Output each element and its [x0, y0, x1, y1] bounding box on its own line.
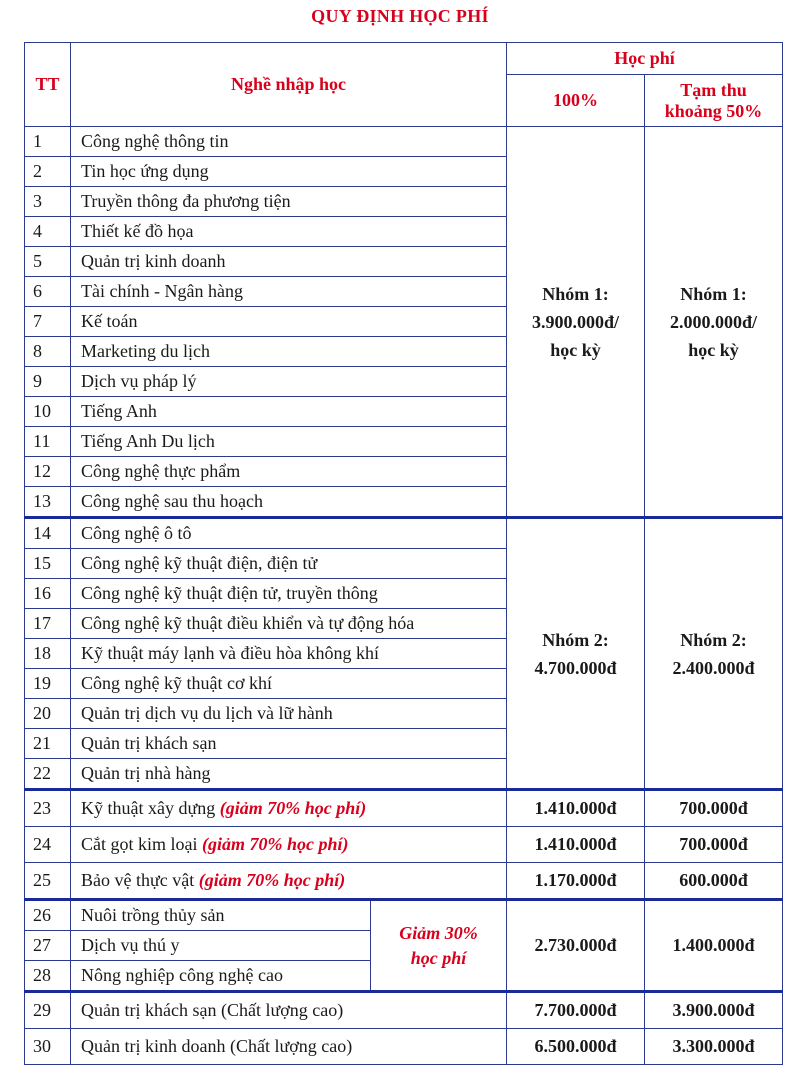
group1-partial-amount: 2.000.000đ/ [670, 311, 758, 332]
partial-fee: 3.900.000đ [645, 992, 783, 1029]
row-number: 11 [25, 427, 71, 457]
major-name: Tài chính - Ngân hàng [71, 277, 507, 307]
table-row [25, 863, 783, 900]
major-name: Công nghệ kỹ thuật điện, điện tử [71, 549, 507, 579]
major-name [71, 863, 507, 900]
row-number: 12 [25, 457, 71, 487]
table-row [25, 518, 783, 549]
major-name [71, 827, 507, 863]
major-name: Công nghệ kỹ thuật cơ khí [71, 669, 507, 699]
header-fee: Học phí [507, 43, 783, 75]
group1-full-label: Nhóm 1: [542, 283, 609, 304]
row-number: 30 [25, 1029, 71, 1065]
major-name: Công nghệ kỹ thuật điều khiển và tự động hóa [71, 609, 507, 639]
partial-fee: 600.000đ [645, 863, 783, 900]
row-number: 28 [25, 961, 71, 992]
partial-fee: 700.000đ [645, 827, 783, 863]
major-name: Công nghệ kỹ thuật điện tử, truyền thông [71, 579, 507, 609]
major-name: Công nghệ thực phẩm [71, 457, 507, 487]
major-name: Kỹ thuật máy lạnh và điều hòa không khí [71, 639, 507, 669]
major-name: Marketing du lịch [71, 337, 507, 367]
row-number: 29 [25, 992, 71, 1029]
discount30-full-fee: 2.730.000đ [507, 900, 645, 992]
major-name: Công nghệ thông tin [71, 127, 507, 157]
row-number: 7 [25, 307, 71, 337]
row-number: 2 [25, 157, 71, 187]
full-fee: 6.500.000đ [507, 1029, 645, 1065]
major-name: Kế toán [71, 307, 507, 337]
row-number: 18 [25, 639, 71, 669]
full-fee: 1.410.000đ [507, 827, 645, 863]
full-fee: 1.410.000đ [507, 790, 645, 827]
major-name: Công nghệ ô tô [71, 518, 507, 549]
major-name: Thiết kế đồ họa [71, 217, 507, 247]
major-name: Tin học ứng dụng [71, 157, 507, 187]
table-row [25, 992, 783, 1029]
row-number: 23 [25, 790, 71, 827]
group1-partial-unit: học kỳ [688, 339, 739, 360]
major-name: Công nghệ sau thu hoạch [71, 487, 507, 518]
header-partial [645, 75, 783, 127]
full-fee: 1.170.000đ [507, 863, 645, 900]
row-number: 25 [25, 863, 71, 900]
group1-partial-fee [645, 127, 783, 518]
major-name-text: Bảo vệ thực vật [81, 870, 195, 891]
major-name: Quản trị dịch vụ du lịch và lữ hành [71, 699, 507, 729]
major-name: Truyền thông đa phương tiện [71, 187, 507, 217]
row-number: 1 [25, 127, 71, 157]
row-number: 24 [25, 827, 71, 863]
table-row [25, 790, 783, 827]
group2-full-label: Nhóm 2: [542, 629, 609, 650]
table-row [25, 127, 783, 157]
row-number: 5 [25, 247, 71, 277]
major-name: Quản trị khách sạn [71, 729, 507, 759]
row-number: 3 [25, 187, 71, 217]
row-number: 20 [25, 699, 71, 729]
full-fee: 7.700.000đ [507, 992, 645, 1029]
table-row [25, 827, 783, 863]
row-number: 14 [25, 518, 71, 549]
table-row [25, 900, 783, 931]
row-number: 10 [25, 397, 71, 427]
group2-full-amount: 4.700.000đ [534, 657, 617, 678]
discount-note: (giảm 70% học phí) [219, 798, 367, 819]
row-number: 15 [25, 549, 71, 579]
group2-full-fee [507, 518, 645, 790]
major-name: Quản trị khách sạn (Chất lượng cao) [71, 992, 507, 1029]
row-number: 27 [25, 931, 71, 961]
major-name: Dịch vụ pháp lý [71, 367, 507, 397]
discount30-note-line1: Giảm 30% [399, 922, 478, 943]
major-name: Tiếng Anh Du lịch [71, 427, 507, 457]
fee-table [24, 42, 783, 1065]
table-row [25, 1029, 783, 1065]
discount-note: (giảm 70% học phí) [198, 870, 346, 891]
group2-partial-amount: 2.400.000đ [672, 657, 755, 678]
header-partial-line2: khoảng 50% [664, 100, 763, 121]
fee-table-container [24, 42, 782, 1065]
header-tt: TT [25, 43, 71, 127]
row-number: 22 [25, 759, 71, 790]
partial-fee: 700.000đ [645, 790, 783, 827]
group1-full-amount: 3.900.000đ/ [531, 311, 619, 332]
major-name-text: Kỹ thuật xây dựng [81, 798, 216, 819]
row-number: 17 [25, 609, 71, 639]
major-name: Quản trị nhà hàng [71, 759, 507, 790]
discount30-note-line2: học phí [410, 947, 467, 968]
row-number: 21 [25, 729, 71, 759]
page-title: QUY ĐỊNH HỌC PHÍ [311, 6, 489, 26]
row-number: 19 [25, 669, 71, 699]
major-name: Dịch vụ thú y [71, 931, 371, 961]
header-partial-line1: Tạm thu [680, 79, 747, 100]
row-number: 9 [25, 367, 71, 397]
major-name [71, 790, 507, 827]
group2-partial-fee [645, 518, 783, 790]
discount-note: (giảm 70% học phí) [202, 834, 349, 855]
row-number: 4 [25, 217, 71, 247]
major-name: Quản trị kinh doanh (Chất lượng cao) [71, 1029, 507, 1065]
header-full: 100% [507, 75, 645, 127]
row-number: 26 [25, 900, 71, 931]
discount30-note [371, 900, 507, 992]
row-number: 8 [25, 337, 71, 367]
group1-partial-label: Nhóm 1: [680, 283, 747, 304]
major-name: Quản trị kinh doanh [71, 247, 507, 277]
group2-partial-label: Nhóm 2: [680, 629, 747, 650]
group1-full-fee [507, 127, 645, 518]
group1-full-unit: học kỳ [550, 339, 601, 360]
major-name: Nuôi trồng thủy sản [71, 900, 371, 931]
row-number: 16 [25, 579, 71, 609]
row-number: 6 [25, 277, 71, 307]
partial-fee: 3.300.000đ [645, 1029, 783, 1065]
major-name: Tiếng Anh [71, 397, 507, 427]
header-major: Nghề nhập học [71, 43, 507, 127]
row-number: 13 [25, 487, 71, 518]
major-name-text: Cắt gọt kim loại [81, 834, 198, 855]
discount30-partial-fee: 1.400.000đ [645, 900, 783, 992]
major-name: Nông nghiệp công nghệ cao [71, 961, 371, 992]
